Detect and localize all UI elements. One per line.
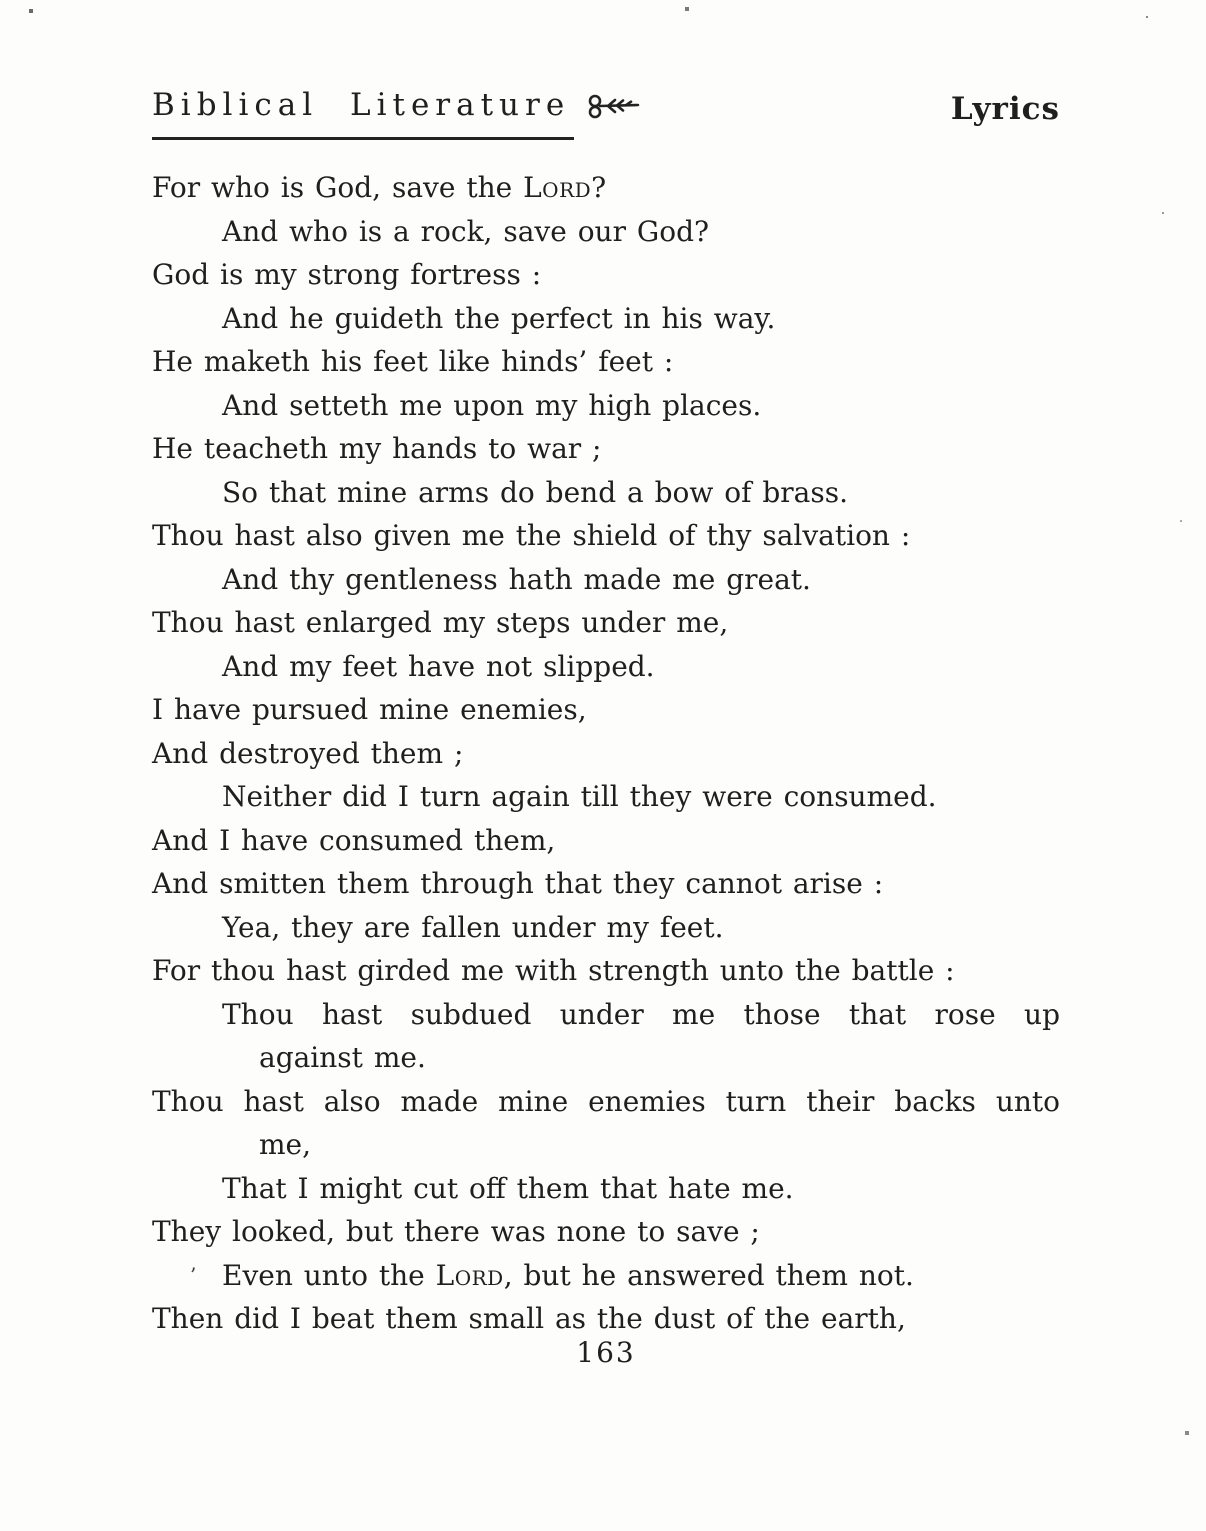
running-head-title: Biblical Literature: [152, 90, 574, 140]
poem-line: [152, 1123, 1060, 1167]
poem-line: [152, 210, 1060, 254]
running-head-left: [152, 87, 642, 140]
poem-line: [152, 949, 1060, 993]
poem: [152, 166, 1060, 1341]
poem-line: [152, 166, 1060, 210]
line-text: Yea, they are fallen under my feet.: [222, 910, 724, 944]
poem-line: [152, 253, 1060, 297]
poem-line: [152, 471, 1060, 515]
poem-line: [152, 384, 1060, 428]
line-text: And smitten them through that they cannot arise :: [152, 867, 884, 900]
line-text: Thou hast enlarged my steps under me,: [152, 606, 729, 639]
line-text: For thou hast girded me with strength unto the battle :: [152, 954, 955, 987]
line-text: He teacheth my hands to war ;: [152, 432, 602, 465]
small-caps-word: Lord: [435, 1258, 504, 1292]
line-text: And setteth me upon my high places.: [222, 388, 762, 422]
line-text: Then did I beat them small as the dust of the earth,: [152, 1302, 906, 1335]
line-text: Thou hast also given me the shield of thy salvation :: [152, 519, 911, 552]
poem-line: [152, 1080, 1060, 1124]
line-text: So that mine arms do bend a bow of brass.: [222, 475, 849, 509]
stray-ink-mark: ’: [190, 1262, 197, 1287]
page-number: 163: [576, 1336, 636, 1369]
poem-line: [152, 514, 1060, 558]
poem-line: [152, 1210, 1060, 1254]
poem-line: [152, 688, 1060, 732]
poem-line: [152, 1254, 1060, 1298]
running-head-section: Lyrics: [950, 91, 1060, 127]
line-text: Even unto the: [222, 1258, 436, 1292]
poem-line: [152, 732, 1060, 776]
line-text: against me.: [259, 1041, 426, 1074]
poem-line: [152, 1167, 1060, 1211]
line-text: That I might cut off them that hate me.: [222, 1171, 794, 1205]
poem-line: [152, 993, 1060, 1037]
poem-line: [152, 1297, 1060, 1341]
poem-line: [152, 601, 1060, 645]
line-text: He maketh his feet like hinds’ feet :: [152, 345, 674, 378]
poem-line: [152, 906, 1060, 950]
poem-line: [152, 1036, 1060, 1080]
line-text: And thy gentleness hath made me great.: [222, 562, 811, 596]
line-text: Neither did I turn again till they were consumed.: [222, 780, 937, 813]
running-head: [152, 87, 1060, 140]
line-text: And he guideth the perfect in his way.: [222, 301, 776, 335]
line-text: I have pursued mine enemies,: [152, 693, 587, 726]
fleuron-arrow-icon: [586, 92, 642, 126]
poem-line: [152, 819, 1060, 863]
poem-line: [152, 427, 1060, 471]
line-text: me,: [259, 1128, 312, 1161]
poem-line: [152, 297, 1060, 341]
line-text: For who is God, save the: [152, 171, 524, 204]
poem-line: [152, 862, 1060, 906]
line-text: And my feet have not slipped.: [222, 649, 655, 683]
small-caps-word: Lord: [523, 171, 592, 204]
line-text: Thou hast subdued under me those that rose up: [222, 997, 1060, 1031]
line-text: God is my strong fortress :: [152, 258, 542, 291]
poem-line: [152, 340, 1060, 384]
line-text: ?: [591, 171, 607, 204]
poem-line: [152, 645, 1060, 689]
scan-specks: [0, 0, 2, 2]
line-text: , but he answered them not.: [503, 1258, 914, 1292]
line-text: Thou hast also made mine enemies turn their backs unto: [152, 1084, 1060, 1118]
line-text: They looked, but there was none to save ;: [152, 1215, 760, 1248]
line-text: And destroyed them ;: [152, 736, 464, 770]
line-text: And I have consumed them,: [152, 823, 556, 857]
poem-line: [152, 775, 1060, 819]
poem-line: [152, 558, 1060, 602]
line-text: And who is a rock, save our God?: [222, 214, 710, 248]
